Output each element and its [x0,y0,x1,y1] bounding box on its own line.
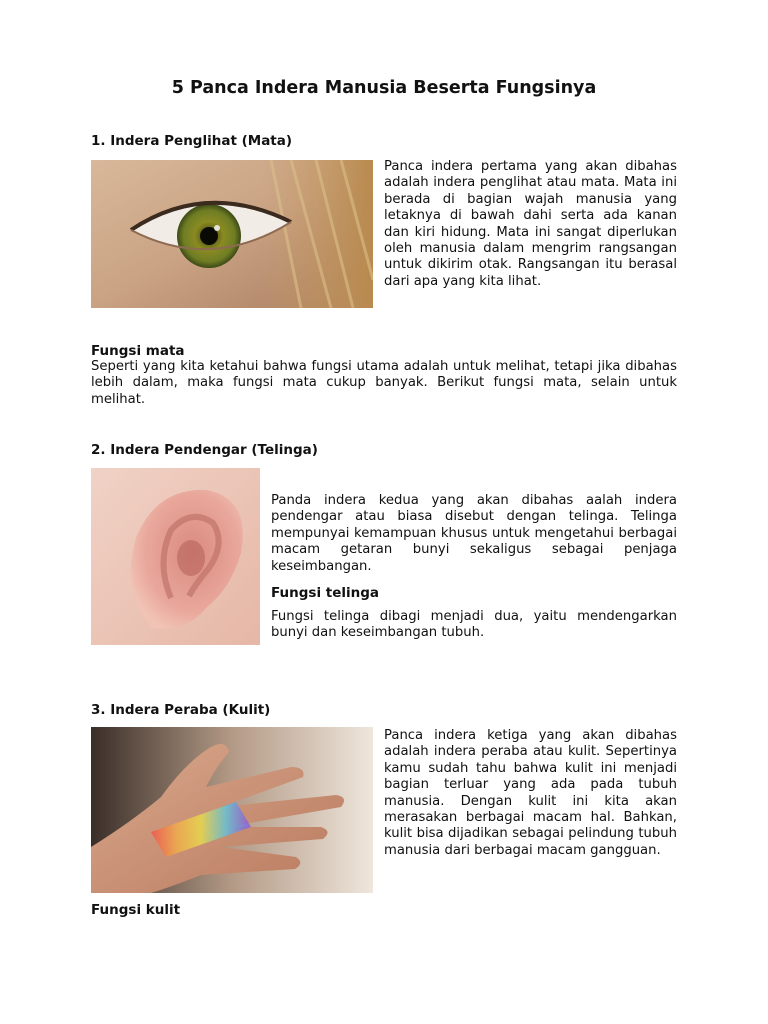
eye-photo [91,160,373,308]
skin-function-heading: Fungsi kulit [91,902,181,918]
section-heading-eye: 1. Indera Penglihat (Mata) [91,133,293,149]
ear-photo [91,468,260,645]
section-heading-skin: 3. Indera Peraba (Kulit) [91,702,271,718]
section-heading-ear: 2. Indera Pendengar (Telinga) [91,442,318,458]
ear-function-text: Fungsi telinga dibagi menjadi dua, yaitu mendengarkan bunyi dan keseimbangan tubuh. [271,609,677,641]
ear-function-heading: Fungsi telinga [271,585,380,601]
ear-description: Panda indera kedua yang akan dibahas aalah indera pendengar atau biasa disebut dengan telinga. Telinga mempunyai kemampuan khusus untuk mengetahui berbagai macam getaran bunyi sekaligus sebagai penjaga keseimbangan. [271,493,677,574]
page-title: 5 Panca Indera Manusia Beserta Fungsinya [171,78,597,98]
hand-photo [91,727,373,893]
eye-description: Panca indera pertama yang akan dibahas adalah indera penglihat atau mata. Mata ini berada di bagian wajah manusia yang letaknya di bawah dahi serta ada kanan dan kiri hidung. Mata ini sangat diperlukan oleh manusia dalam mengrim rangsangan untuk dikirim otak. Rangsangan itu berasal dari apa yang kita lihat. [384,159,677,289]
skin-description: Panca indera ketiga yang akan dibahas adalah indera peraba atau kulit. Sepertinya kamu sudah tahu bahwa kulit ini menjadi bagian terluar yang ada pada tubuh manusia. Dengan kulit ini kita akan merasakan berbagai macam hal. Bahkan, kulit bisa dijadikan sebagai pelindung tubuh manusia dari berbagai macam gangguan. [384,728,677,858]
eye-function-heading: Fungsi mata [91,343,185,359]
eye-function-text: Seperti yang kita ketahui bahwa fungsi utama adalah untuk melihat, tetapi jika dibahas lebih dalam, maka fungsi mata cukup banyak. Berikut fungsi mata, selain untuk melihat. [91,359,677,407]
